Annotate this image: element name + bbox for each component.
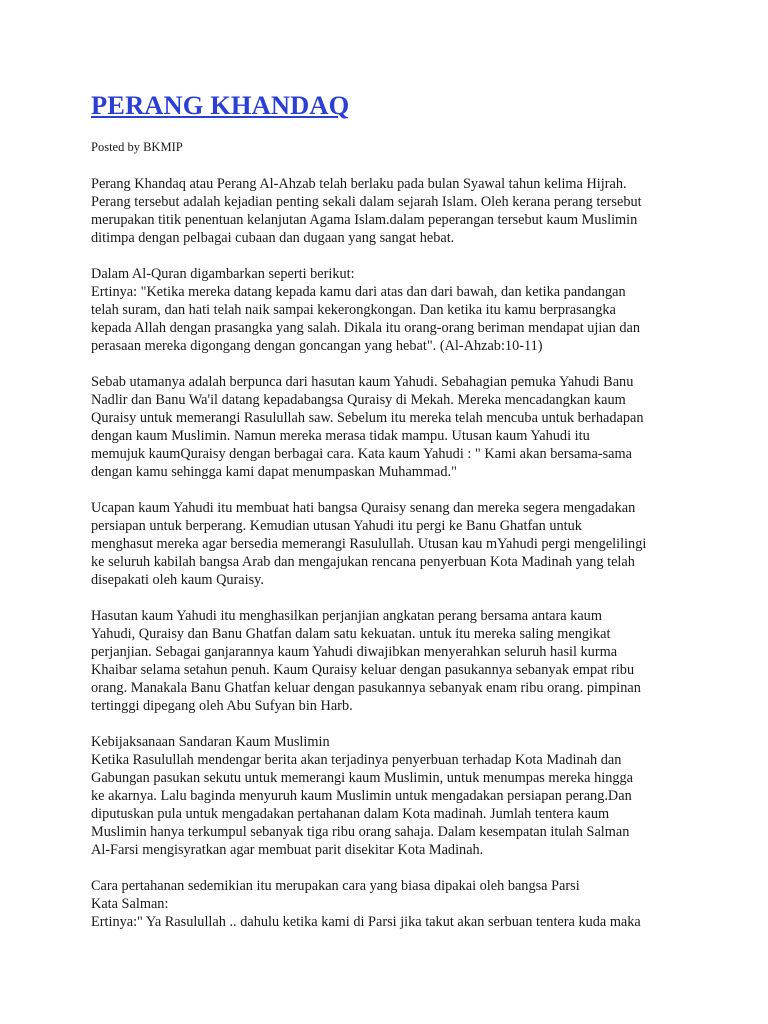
paragraph-line: kepada Allah dengan prasangka yang salah. Dikala itu orang-orang beriman mendapat ujian dan [91,320,641,336]
article-title-link[interactable]: PERANG KHANDAQ [91,90,350,120]
paragraph-line: ke seluruh kabilah bangsa Arab dan mengajukan rencana penyerbuan Kota Madinah yang telah [91,554,635,570]
paragraph [91,877,641,931]
paragraph-line: telah suram, dan hati telah naik sampai kekerongkongan. Dan ketika itu kamu berprasangka [91,302,616,318]
paragraph-line: persiapan untuk berperang. Kemudian utusan Yahudi itu pergi ke Banu Ghatfan untuk [91,518,582,534]
paragraph [91,607,641,715]
paragraph-line: Perang tersebut adalah kejadian penting sekali dalam sejarah Islam. Oleh kerana perang tersebut [91,194,642,210]
paragraph-line: merupakan titik penentuan kelanjutan Agama Islam.dalam peperangan tersebut kaum Muslimin [91,212,638,228]
paragraph-line: memujuk kaumQuraisy dengan berbagai cara. Kata kaum Yahudi : " Kami akan bersama-sama [91,446,632,462]
paragraph-line: ke akarnya. Lalu baginda menyuruh kaum Muslimin untuk mengadakan persiapan perang.Dan [91,788,632,804]
paragraph-line: Yahudi, Quraisy dan Banu Ghatfan dalam satu kekuatan. untuk itu mereka saling mengikat [91,626,611,642]
paragraph-line: disepakati oleh kaum Quraisy. [91,572,264,588]
paragraph-line: Muslimin hanya terkumpul sebanyak tiga ribu orang sahaja. Dalam kesempatan itulah Salman [91,824,630,840]
article-byline: Posted by BKMIP [91,140,183,154]
paragraph-line: Khaibar selama setahun penuh. Kaum Quraisy keluar dengan pasukannya sebanyak empat ribu [91,662,635,678]
paragraph-line: Quraisy untuk memerangi Rasulullah saw. Sebelum itu mereka telah mencuba untuk berhadapan [91,410,644,426]
paragraph [91,733,633,859]
paragraph-line: Ertinya:" Ya Rasulullah .. dahulu ketika kami di Parsi jika takut akan serbuan tentera kuda maka [91,914,641,930]
paragraph [91,373,644,481]
paragraph-line: orang. Manakala Banu Ghatfan keluar dengan pasukannya sebanyak enam ribu orang. pimpinan [91,680,641,696]
paragraph-line: menghasut mereka agar bersedia memerangi Rasulullah. Utusan kau mYahudi pergi mengelilingi [91,536,647,552]
paragraph [91,265,640,355]
paragraph-line: Al-Farsi mengisyratkan agar membuat parit disekitar Kota Madinah. [91,842,484,858]
paragraph-line: Hasutan kaum Yahudi itu menghasilkan perjanjian angkatan perang bersama antara kaum [91,608,602,624]
paragraph-line: Cara pertahanan sedemikian itu merupakan cara yang biasa dipakai oleh bangsa Parsi [91,878,580,894]
paragraph-line: Gabungan pasukan sekutu untuk memerangi kaum Muslimin, untuk menumpas mereka hingga [91,770,633,786]
paragraph-line: dengan kaum Muslimin. Namun mereka merasa tidak mampu. Utusan kaum Yahudi itu [91,428,590,444]
paragraph-line: dengan kamu sehingga kami dapat menumpaskan Muhammad." [91,464,457,480]
paragraph [91,175,642,247]
paragraph-line: perjanjian. Sebagai ganjarannya kaum Yahudi diwajibkan menyerahkan seluruh hasil kurma [91,644,618,660]
paragraph-line: Kebijaksanaan Sandaran Kaum Muslimin [91,734,330,750]
paragraph-line: Ertinya: "Ketika mereka datang kepada kamu dari atas dan dari bawah, dan ketika pandangan [91,284,626,300]
paragraph-line: Perang Khandaq atau Perang Al-Ahzab telah berlaku pada bulan Syawal tahun kelima Hijrah. [91,176,627,192]
paragraph-line: Dalam Al-Quran digambarkan seperti berikut: [91,266,355,282]
paragraph-line: diputuskan pula untuk mengadakan pertahanan dalam Kota madinah. Jumlah tentera kaum [91,806,610,822]
paragraph-line: Ucapan kaum Yahudi itu membuat hati bangsa Quraisy senang dan mereka segera mengadakan [91,500,636,516]
paragraph-line: ditimpa dengan pelbagai cubaan dan dugaan yang sangat hebat. [91,230,455,246]
paragraph-line: Ketika Rasulullah mendengar berita akan terjadinya penyerbuan terhadap Kota Madinah dan [91,752,622,768]
paragraph-line: perasaan mereka digongang dengan goncangan yang hebat". (Al-Ahzab:10-11) [91,338,543,354]
paragraph-line: Nadlir dan Banu Wa'il datang kepadabangsa Quraisy di Mekah. Mereka mencadangkan kaum [91,392,626,408]
paragraph-line: Kata Salman: [91,896,169,912]
paragraph [91,499,646,589]
paragraph-line: Sebab utamanya adalah berpunca dari hasutan kaum Yahudi. Sebahagian pemuka Yahudi Banu [91,374,634,390]
paragraph-line: tertinggi dipegang oleh Abu Sufyan bin Harb. [91,698,353,714]
